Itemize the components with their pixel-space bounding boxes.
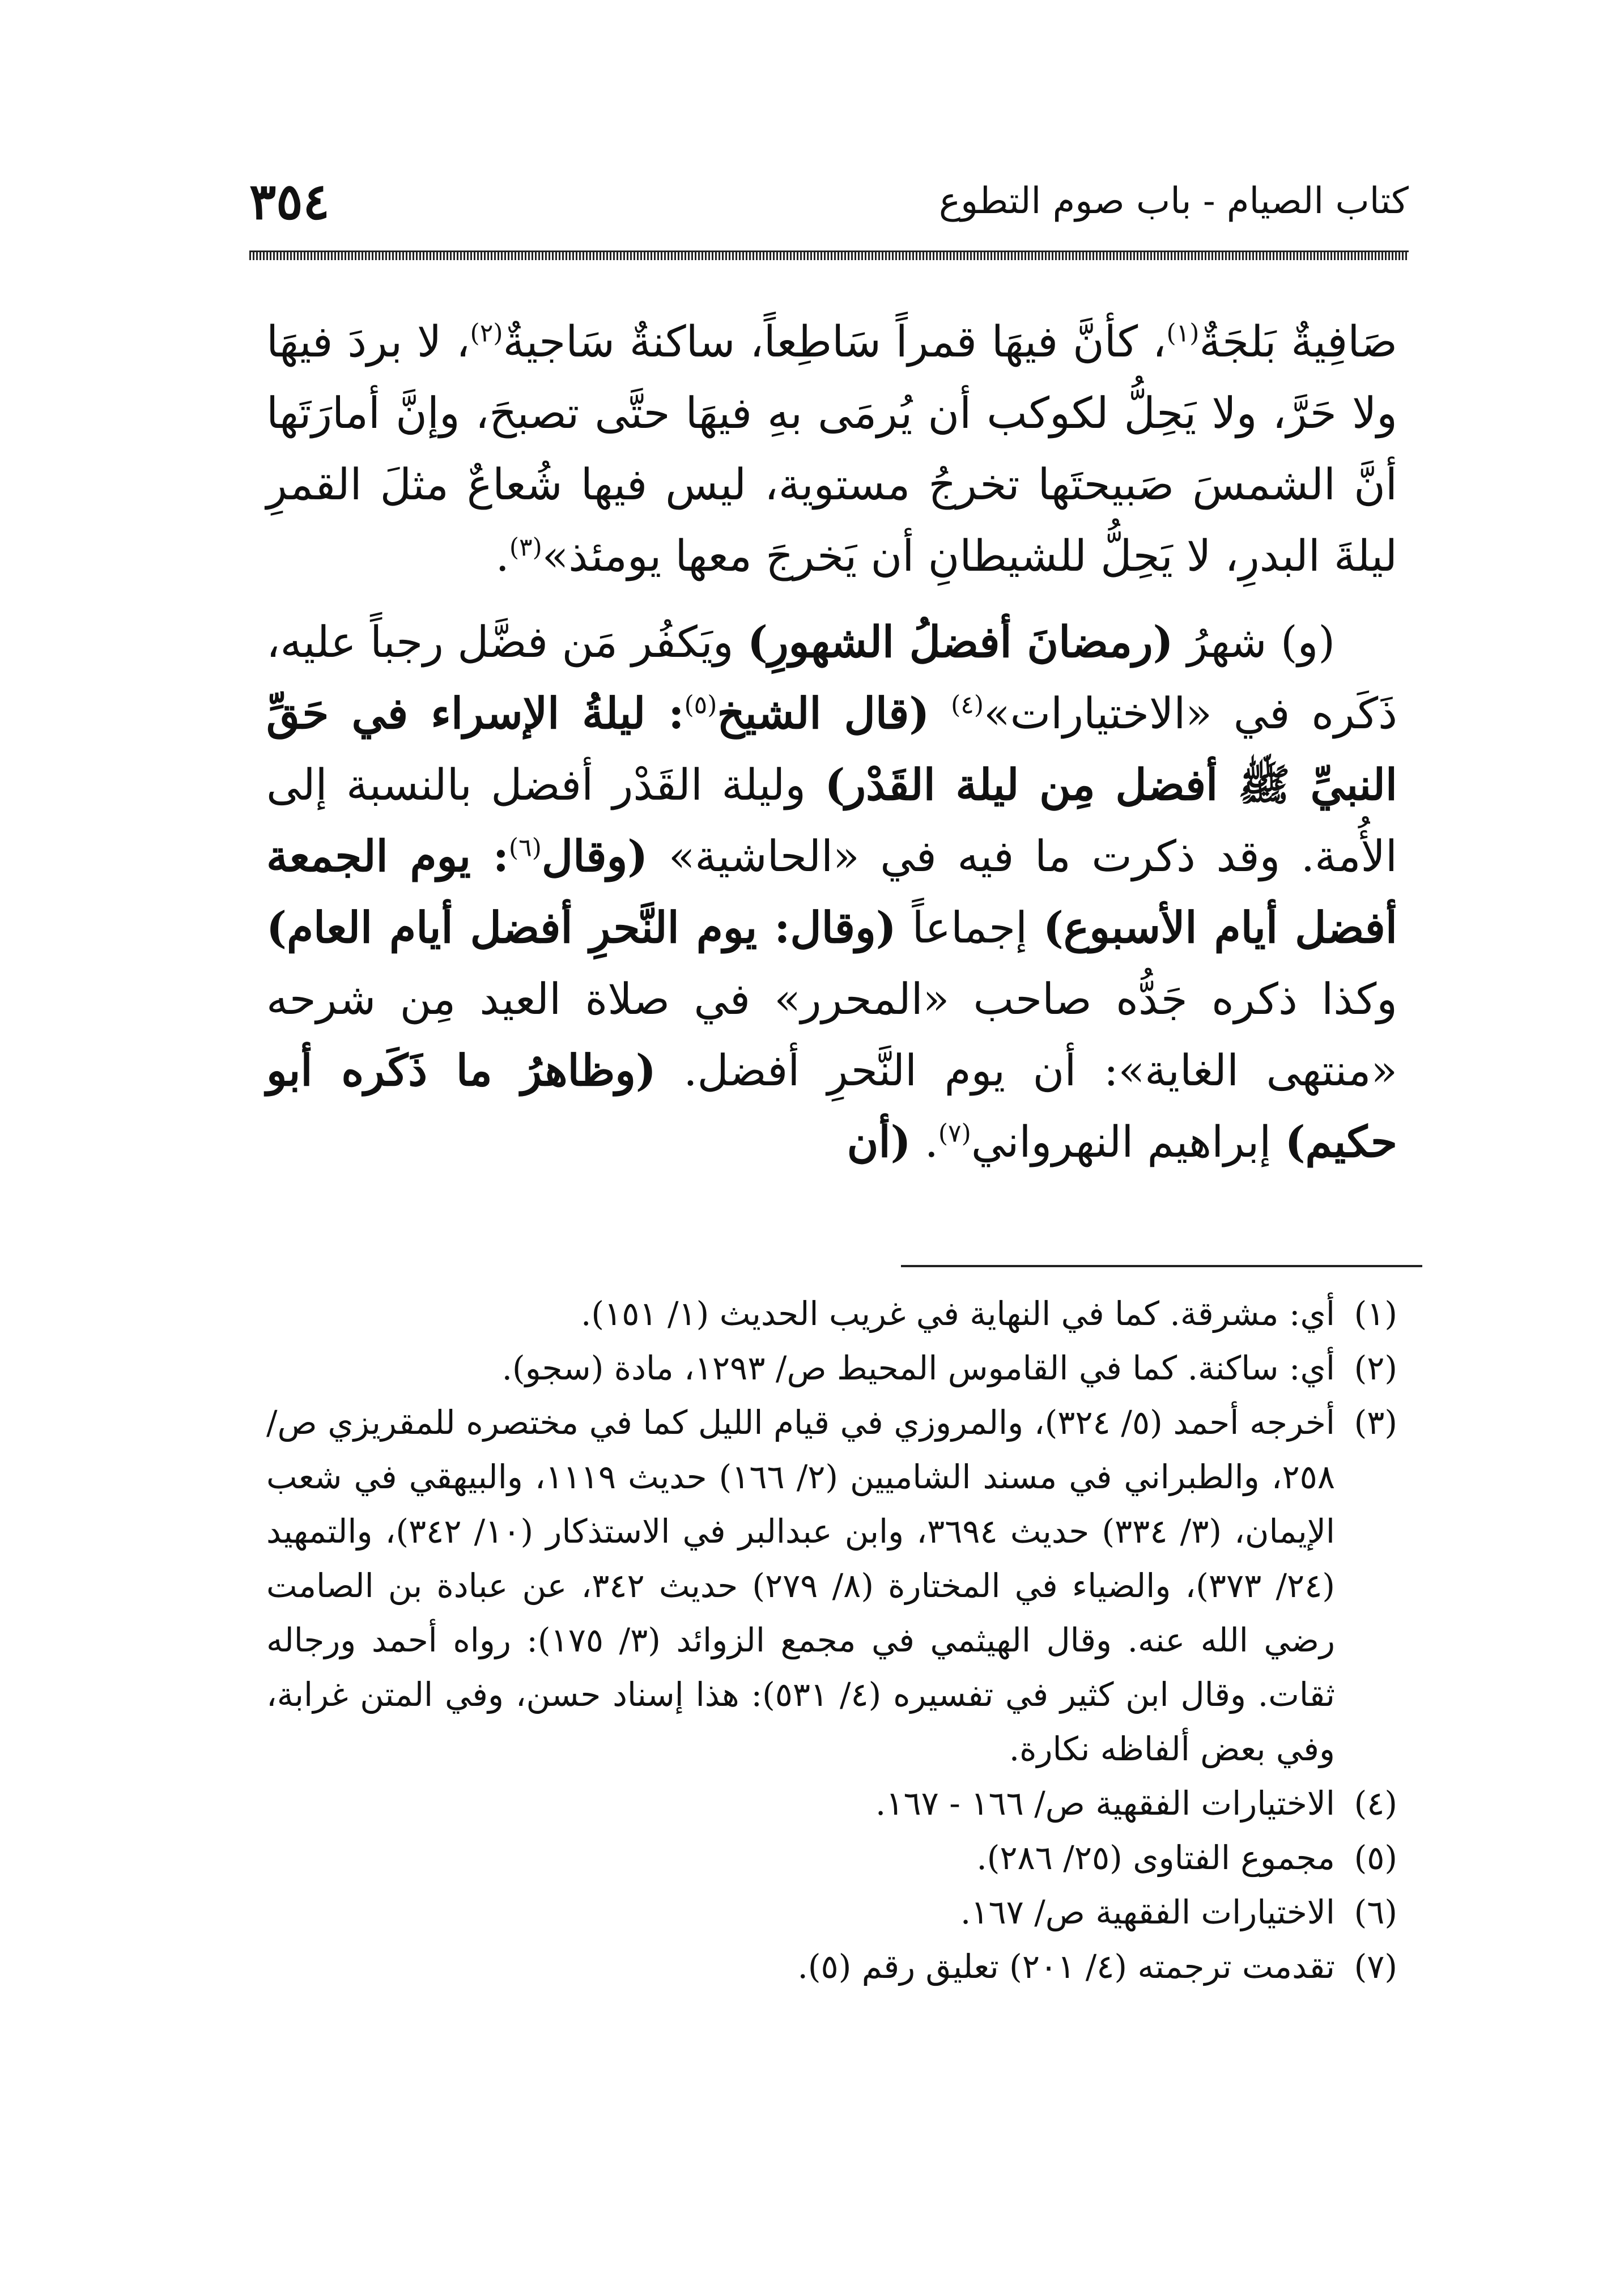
footnote-text: أخرجه أحمد (٥/ ٣٢٤)، والمروزي في قيام الليل كما في مختصره للمقريزي ص/ ٢٥٨، والطبراني في مسند الشاميين (٢/ ١٦٦) حديث ١١١٩، والبيهقي في شعب الإيمان، (٣/ ٣٣٤) حديث ٣٦٩٤، وابن عبدالبر في الاستذكار (١٠/ ٣٤٢)، والتمهيد (٢٤/ ٣٧٣)، والضياء في المختارة (٨/ ٢٧٩) حديث ٣٤٢، عن عبادة بن الصامت رضي الله عنه. وقال الهيثمي في مجمع الزوائد (٣/ ١٧٥): رواه أحمد ورجاله ثقات. وقال ابن كثير في تفسيره (٤/ ٥٣١): هذا إسناد حسن، وفي المتن غرابة، وفي بعض ألفاظه نكارة. (266, 1403, 1336, 1768)
running-title: كتاب الصيام - باب صوم التطوع (938, 180, 1409, 222)
footnote-ref-6: (٦) (508, 833, 542, 863)
page-number: ٣٥٤ (249, 172, 330, 231)
footnote-ref-2: (٢) (470, 319, 503, 348)
footnote-1 (266, 1286, 1397, 1341)
footnote-ref-5: (٥) (684, 690, 717, 720)
footnote-separator (901, 1265, 1422, 1267)
text-run: (و) شهرُ (1173, 617, 1336, 667)
footnote-text: الاختيارات الفقهية ص/ ١٦٧. (960, 1893, 1335, 1931)
matn-text: (وظاهرُ ما ذَكَره أبو حكيم) (266, 1045, 1397, 1167)
matn-text: : يوم الجمعة أفضل أيام الأسبوع) (266, 831, 1397, 953)
footnote-number: (١) (1354, 1294, 1397, 1333)
footnote-text: أي: ساكنة. كما في القاموس المحيط ص/ ١٢٩٣، مادة (سجو). (501, 1349, 1335, 1387)
text-run: إبراهيم النهرواني (971, 1116, 1285, 1167)
footnote-number: (٣) (1354, 1403, 1397, 1442)
matn-text: (أن (847, 1116, 911, 1167)
main-text (266, 306, 1397, 1192)
footnote-5 (266, 1831, 1397, 1885)
footnote-text: أي: مشرقة. كما في النهاية في غريب الحديث (١/ ١٥١). (580, 1294, 1335, 1333)
page-header (249, 170, 1409, 232)
footnote-4 (266, 1776, 1397, 1831)
footnote-number: (٦) (1354, 1893, 1397, 1931)
text-run: ، كأنَّ فيهَا قمراً سَاطِعاً، ساكنةٌ سَاجيةٌ (503, 316, 1167, 367)
paragraph-1 (266, 306, 1397, 592)
footnote-ref-7: (٧) (938, 1119, 971, 1148)
text-run: . (911, 1116, 938, 1167)
footnote-text: مجموع الفتاوى (٢٥/ ٢٨٦). (976, 1838, 1335, 1877)
footnote-number: (٤) (1354, 1784, 1397, 1823)
footnote-ref-1: (١) (1166, 319, 1200, 348)
header-rule (249, 250, 1409, 260)
text-run: إجماعاً (896, 902, 1043, 953)
matn-text: (رمضانَ أفضلُ الشهورِ) (747, 617, 1174, 667)
footnote-text: الاختيارات الفقهية ص/ ١٦٦ - ١٦٧. (875, 1784, 1335, 1823)
footnotes (266, 1286, 1397, 1994)
footnote-number: (٥) (1354, 1838, 1397, 1877)
footnote-ref-3: (٣) (509, 533, 542, 562)
matn-text: (قال الشيخ (717, 688, 930, 738)
matn-text: : ليلةُ الإسراء في حَقِّ النبيِّ ﷺ أفضل مِن ليلة القَدْر) (266, 688, 1397, 810)
matn-text: (وقال (541, 831, 648, 881)
footnote-7 (266, 1939, 1397, 1994)
footnote-ref-4: (٤) (951, 690, 984, 720)
footnote-number: (٧) (1354, 1947, 1397, 1986)
footnote-2 (266, 1341, 1397, 1395)
text-run: وليلة القَدْر أفضل بالنسبة إلى الأُمة. وقد ذكرت ما فيه في «الحاشية» (266, 759, 1397, 881)
text-run: صَافِيةٌ بَلجَةٌ (1199, 316, 1398, 367)
footnote-number: (٢) (1354, 1349, 1397, 1387)
text-run: وكذا ذكره جَدُّه صاحب «المحرر» في صلاة العيد مِن شرحه «منتهى الغاية»: أن يوم النَّحرِ أفضل. (266, 974, 1397, 1095)
text-run: ويَكفُر مَن فضَّل رجباً عليه، ذَكَره في «الاختيارات» (266, 617, 1397, 738)
text-run: ، لا بردَ فيهَا ولا حَرَّ، ولا يَحِلُّ لكوكب أن يُرمَى بهِ فيهَا حتَّى تصبحَ، وإنَّ أمارَتَها أنَّ الشمسَ صَبيحتَها تخرجُ مستوية، ليس فيها شُعاعٌ مثلَ القمرِ ليلةَ البدرِ، لا يَحِلُّ للشيطانِ أن يَخرجَ معها يومئذ» (266, 316, 1397, 581)
footnote-6 (266, 1885, 1397, 1939)
text-run (929, 688, 951, 738)
footnote-text: تقدمت ترجمته (٤/ ٢٠١) تعليق رقم (٥). (797, 1947, 1335, 1986)
text-run: . (495, 530, 509, 581)
matn-text: (وقال: يوم النَّحرِ أفضل أيام العام) (266, 902, 896, 953)
footnote-3 (266, 1395, 1397, 1776)
paragraph-2 (266, 606, 1397, 1178)
